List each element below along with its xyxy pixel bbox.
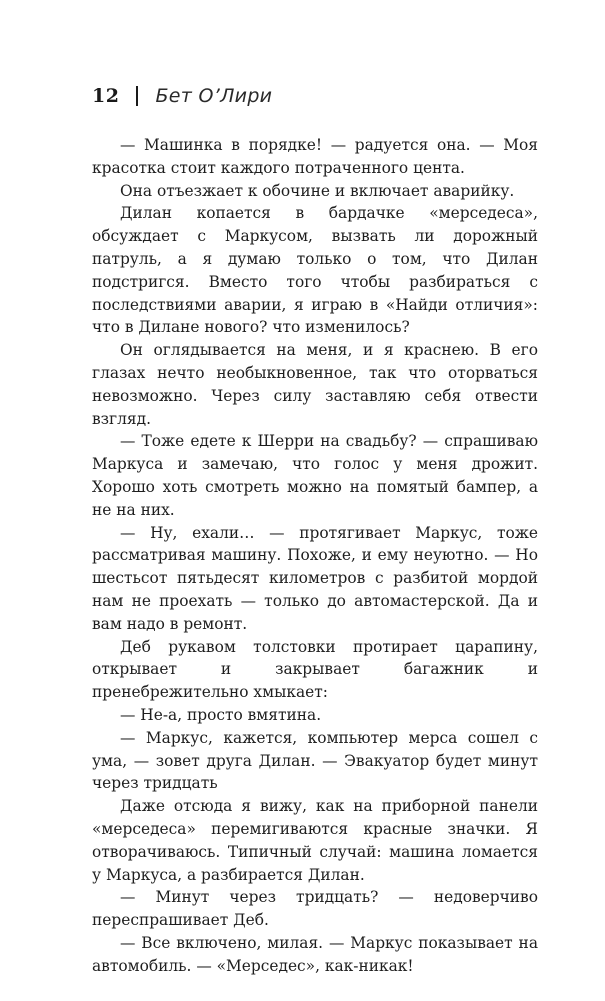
running-header [92, 81, 272, 111]
paragraph: — Не-а, просто вмятина. [120, 705, 322, 724]
paragraph: — Машинка в порядке! — радуется она. — Моя красотка стоит каждого потраченного цента. [92, 136, 538, 177]
paragraph: Даже отсюда я вижу, как на приборной панели «мерседеса» перемигиваются красные значки. Я отворачиваюсь. Типичный случай: машина ломается у Маркуса, а разбирается Дилан. [92, 797, 538, 884]
header-separator [136, 86, 138, 106]
paragraph: Он оглядывается на меня, и я краснею. В его глазах нечто необыкновенное, так что оторваться невозможно. Через силу заставляю себя отвести взгляд. [92, 341, 538, 428]
body-text [92, 134, 538, 977]
paragraph: — Ну, ехали… — протягивает Маркус, тоже рассматривая машину. Похоже, и ему неуютно. — Но шестьсот пятьдесят километров с разбитой мордой нам не проехать — только до автомастерской. Да и вам надо в ремонт. [92, 523, 538, 633]
page-number: 12 [92, 85, 120, 107]
paragraph: Дилан копается в бардачке «мерседеса», обсуждает с Маркусом, вызвать ли дорожный патруль, а я думаю только о том, что Дилан подстригся. Вместо того чтобы разбираться с последствиями аварии, я играю в «Найди отличия»: что в Дилане нового? что изменилось? [92, 204, 538, 337]
author-name: Бет О’Лири [155, 85, 273, 107]
paragraph: Она отъезжает к обочине и включает аварийку. [120, 181, 515, 200]
paragraph: — Все включено, милая. — Маркус показывает на автомобиль. — «Мерседес», как-никак! [92, 933, 538, 975]
paragraph: Деб рукавом толстовки протирает царапину, открывает и закрывает багажник и пренебрежительно хмыкает: [92, 637, 538, 702]
paragraph: — Минут через тридцать? — недоверчиво переспрашивает Деб. [92, 888, 538, 930]
paragraph: — Тоже едете к Шерри на свадьбу? — спрашиваю Маркуса и замечаю, что голос у меня дрожит. Хорошо хоть смотреть можно на помятый бампер, а не на них. [92, 432, 538, 519]
paragraph: — Маркус, кажется, компьютер мерса сошел с ума, — зовет друга Дилан. — Эвакуатор будет минут через тридцать [92, 728, 538, 793]
